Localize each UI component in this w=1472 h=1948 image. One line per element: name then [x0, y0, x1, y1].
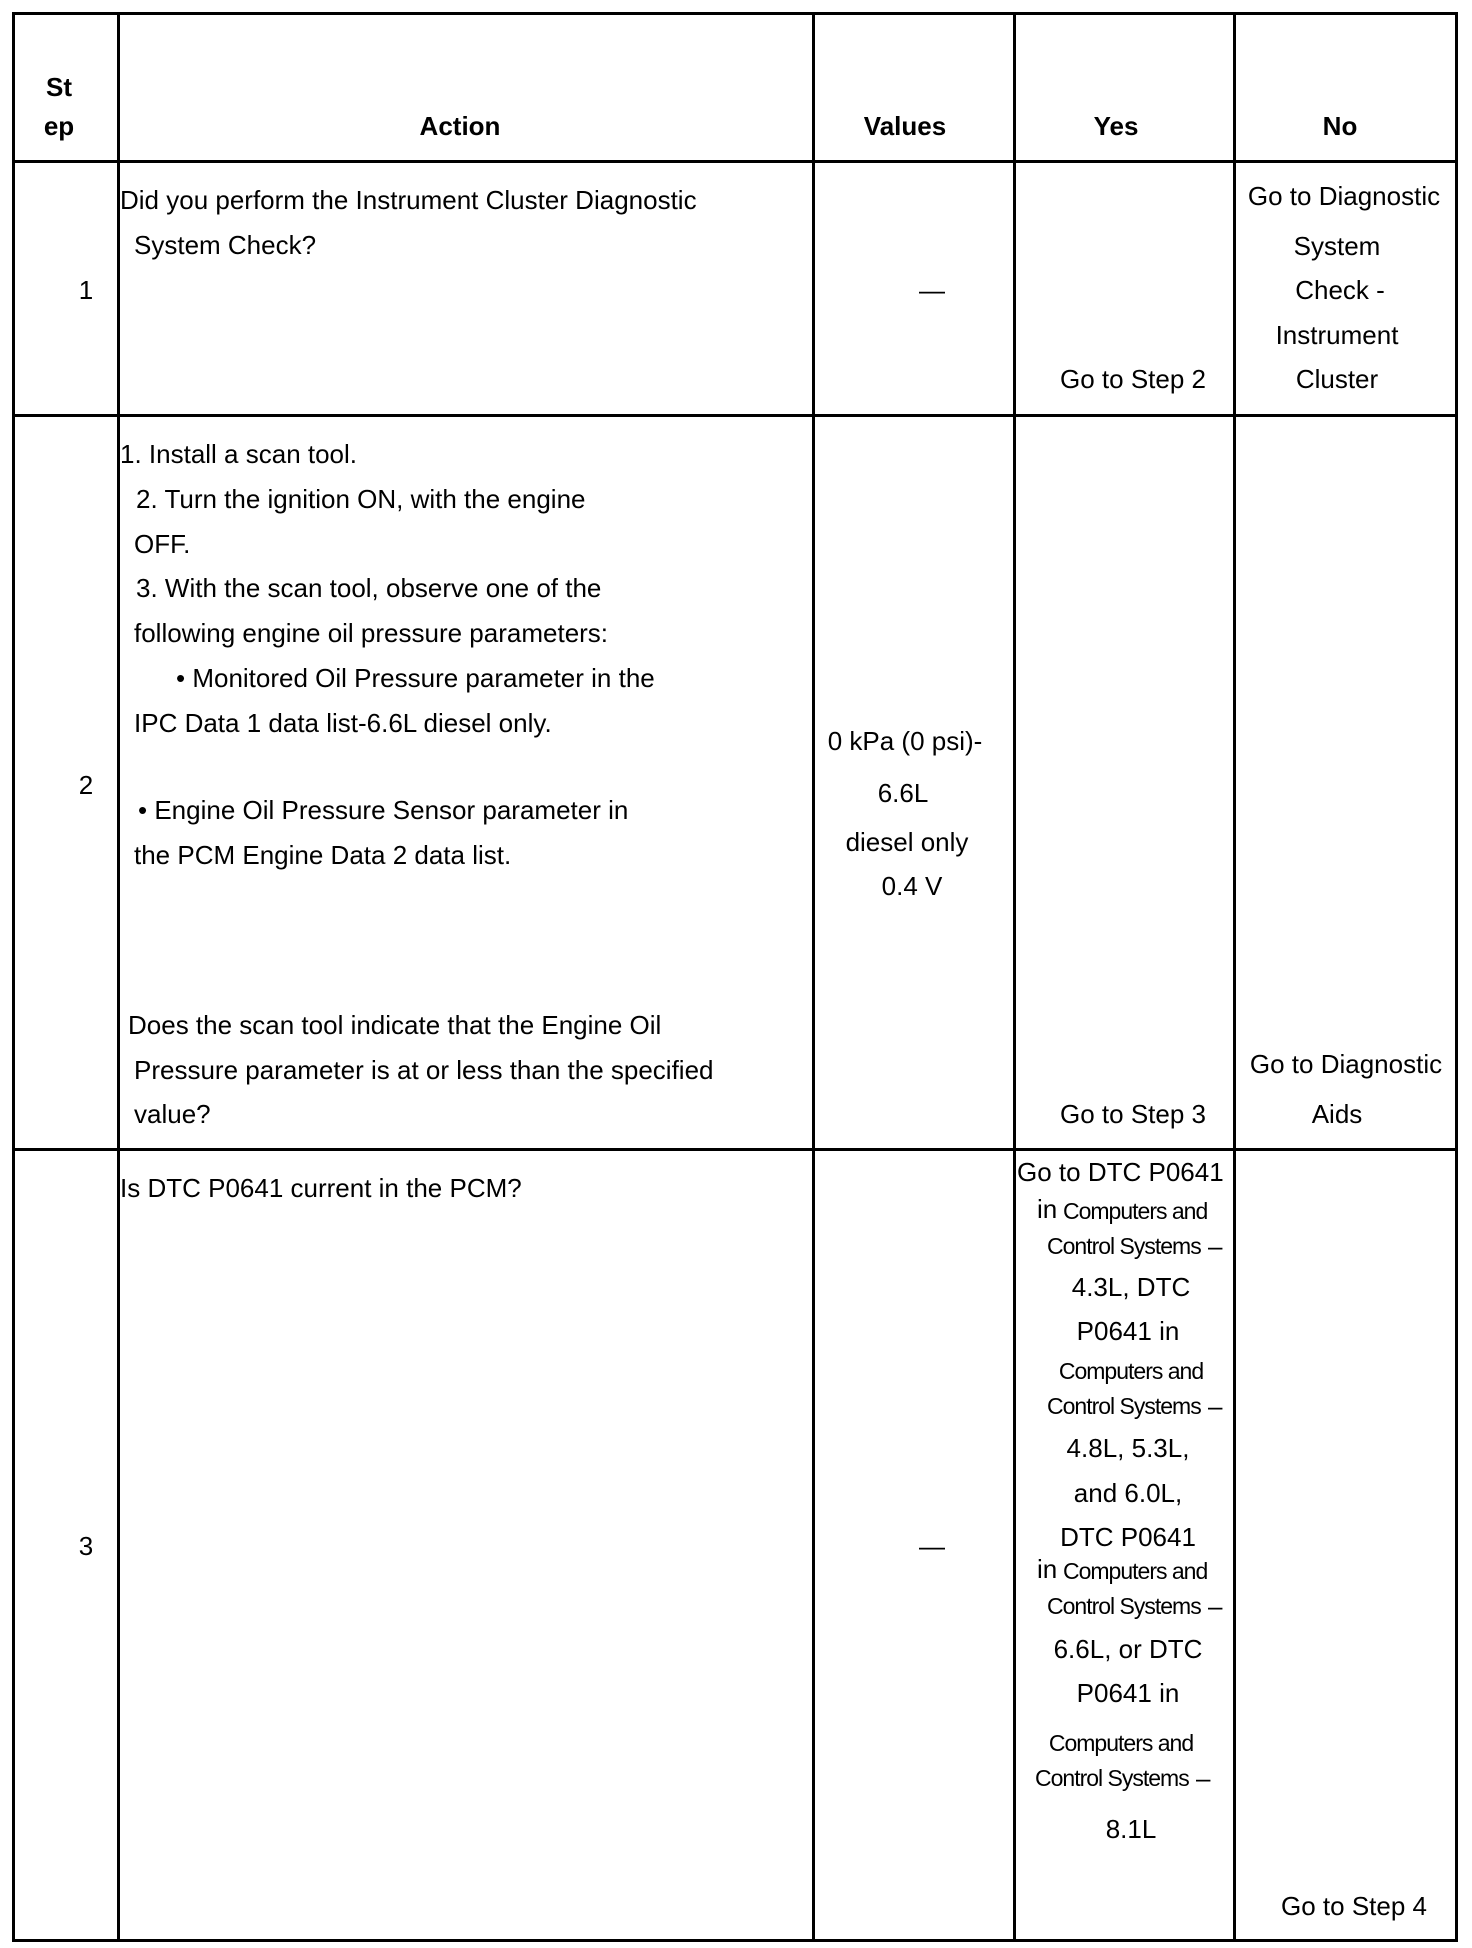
action-text: following engine oil pressure parameters:	[134, 618, 609, 648]
header-yes: Yes	[1093, 111, 1139, 141]
values-text: 0.4 V	[881, 871, 943, 901]
action-text: 2. Turn the ignition ON, with the engine	[136, 484, 586, 514]
yes-result: Computers and	[1048, 1730, 1194, 1756]
action-text: Pressure parameter is at or less than the specified	[134, 1055, 714, 1085]
values-text: 0 kPa (0 psi)-	[827, 726, 983, 756]
values-text: —	[919, 1531, 945, 1561]
values-text: diesel only	[845, 827, 969, 857]
yes-result: and 6.0L,	[1073, 1478, 1183, 1508]
yes-result: in	[1037, 1194, 1058, 1224]
header-values: Values	[863, 111, 947, 141]
no-result: Cluster	[1295, 364, 1379, 394]
yes-dash: –	[1208, 1231, 1223, 1261]
yes-dash: –	[1208, 1591, 1223, 1621]
yes-result: Computers and	[1063, 1198, 1208, 1224]
yes-result: Go to Step 2	[1060, 364, 1206, 394]
yes-result: 4.3L, DTC	[1071, 1272, 1191, 1302]
header-action: Action	[419, 111, 501, 141]
no-result: Aids	[1311, 1099, 1363, 1129]
yes-result: Computers and	[1063, 1558, 1208, 1584]
yes-result: 6.6L, or DTC	[1053, 1634, 1203, 1664]
step-number: 2	[78, 770, 94, 800]
yes-result: DTC P0641	[1060, 1522, 1196, 1552]
table-border-right	[1455, 12, 1458, 1942]
no-result: Check -	[1295, 275, 1385, 305]
no-result: Go to Step 4	[1281, 1891, 1427, 1921]
action-text: the PCM Engine Data 2 data list.	[134, 840, 512, 870]
yes-result: Computers and	[1058, 1358, 1204, 1384]
yes-result: P0641 in	[1076, 1316, 1180, 1346]
step-number: 1	[78, 275, 94, 305]
action-text: 3. With the scan tool, observe one of the	[136, 573, 602, 603]
action-text: Did you perform the Instrument Cluster Diagnostic	[120, 185, 697, 215]
column-divider	[1013, 12, 1016, 1942]
row-divider	[12, 160, 1458, 163]
values-text: 6.6L	[877, 778, 929, 808]
action-text: • Monitored Oil Pressure parameter in the	[176, 663, 655, 693]
row-divider	[12, 414, 1458, 417]
no-result: Go to Diagnostic	[1247, 181, 1441, 211]
action-text: IPC Data 1 data list-6.6L diesel only.	[134, 708, 552, 738]
no-result: Go to Diagnostic	[1249, 1049, 1443, 1079]
yes-result: 8.1L	[1105, 1814, 1157, 1844]
action-text: • Engine Oil Pressure Sensor parameter in	[138, 795, 629, 825]
yes-result: Control Systems	[1035, 1765, 1189, 1791]
yes-result: Control Systems	[1047, 1593, 1201, 1619]
action-text: value?	[134, 1099, 211, 1129]
yes-result: in	[1037, 1554, 1058, 1584]
yes-result: Control Systems	[1047, 1393, 1201, 1419]
yes-dash: –	[1208, 1391, 1223, 1421]
yes-result: 4.8L, 5.3L,	[1066, 1433, 1190, 1463]
header-step: St	[46, 72, 72, 102]
yes-result: Go to DTC P0641	[1017, 1157, 1224, 1187]
action-text: OFF.	[134, 529, 191, 559]
table-border-left	[12, 12, 15, 1942]
yes-result: Go to Step 3	[1060, 1099, 1206, 1129]
no-result: Instrument	[1275, 320, 1399, 350]
action-text: 1. Install a scan tool.	[120, 439, 358, 469]
header-step: ep	[43, 111, 75, 141]
step-number: 3	[78, 1531, 94, 1561]
yes-result: P0641 in	[1076, 1678, 1180, 1708]
row-divider	[12, 1148, 1458, 1151]
action-text: System Check?	[134, 230, 317, 260]
no-result: System	[1293, 231, 1381, 261]
yes-result: Control Systems	[1047, 1233, 1201, 1259]
action-text: Is DTC P0641 current in the PCM?	[120, 1173, 522, 1203]
column-divider	[1233, 12, 1236, 1942]
column-divider	[812, 12, 815, 1942]
yes-dash: –	[1196, 1763, 1211, 1793]
table-border-top	[12, 12, 1458, 15]
values-text: —	[919, 275, 945, 305]
table-border-bottom	[12, 1939, 1458, 1942]
column-divider	[117, 12, 120, 1942]
header-no: No	[1322, 111, 1358, 141]
action-text: Does the scan tool indicate that the Engine Oil	[128, 1010, 662, 1040]
